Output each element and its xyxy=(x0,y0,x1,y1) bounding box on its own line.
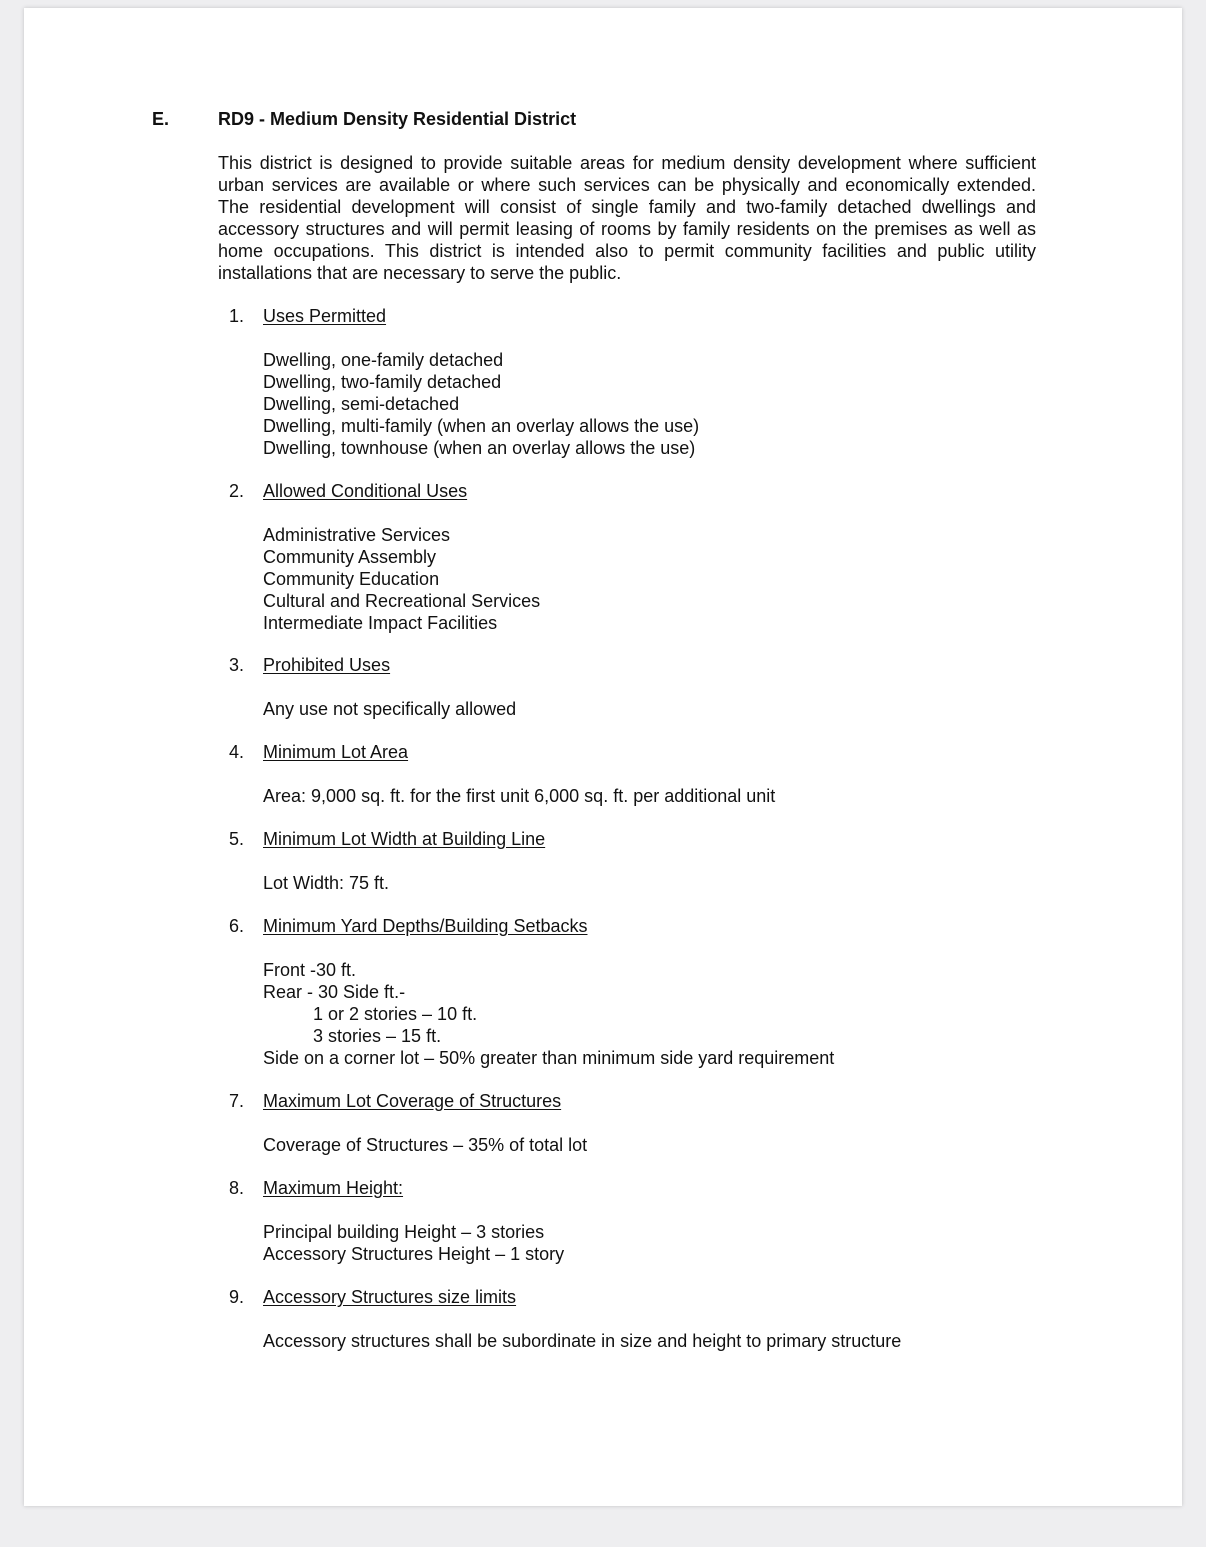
item-heading: Allowed Conditional Uses xyxy=(263,481,468,501)
item-line: Dwelling, multi-family (when an overlay allows the use) xyxy=(263,416,700,436)
item-line: Accessory structures shall be subordinate in size and height to primary structure xyxy=(263,1331,902,1351)
item-body xyxy=(263,1134,587,1156)
item-number: 9. xyxy=(229,1287,245,1307)
item-line: Community Education xyxy=(263,569,440,589)
item-line: Administrative Services xyxy=(263,525,451,545)
section-intro: This district is designed to provide suitable areas for medium density development where sufficient urban services are available or where such services can be physically and economically extended. The residential development will consist of single family and two-family detached dwellings and accessory structures and will permit leasing of rooms by family residents on the premises as well as home occupations. This district is intended also to permit community facilities and public utility installations that are necessary to serve the public. xyxy=(218,153,1036,283)
item-body xyxy=(263,349,699,459)
item-number: 4. xyxy=(229,742,245,762)
item-body xyxy=(263,524,540,634)
item-body xyxy=(263,1221,564,1265)
item-line: Area: 9,000 sq. ft. for the first unit 6,000 sq. ft. per additional unit xyxy=(263,786,776,806)
item-body xyxy=(263,785,775,807)
item-number: 1. xyxy=(229,306,245,326)
item-number: 6. xyxy=(229,916,245,936)
item-number: 5. xyxy=(229,829,245,849)
item-line-indented: 1 or 2 stories – 10 ft. xyxy=(313,1004,478,1024)
item-line: Dwelling, one-family detached xyxy=(263,350,504,370)
section-letter: E. xyxy=(152,109,170,129)
item-number: 8. xyxy=(229,1178,245,1198)
item-number: 2. xyxy=(229,481,245,501)
item-heading: Accessory Structures size limits xyxy=(263,1287,517,1307)
item-heading: Minimum Lot Area xyxy=(263,742,409,762)
item-body xyxy=(263,1330,901,1352)
item-heading: Uses Permitted xyxy=(263,306,387,326)
item-line: Coverage of Structures – 35% of total lot xyxy=(263,1135,588,1155)
item-line-indented: 3 stories – 15 ft. xyxy=(313,1026,442,1046)
item-body xyxy=(263,959,834,1069)
item-line: Accessory Structures Height – 1 story xyxy=(263,1244,565,1264)
item-line: Front -30 ft. xyxy=(263,960,357,980)
item-line: Side on a corner lot – 50% greater than minimum side yard requirement xyxy=(263,1048,835,1068)
section-title: RD9 - Medium Density Residential District xyxy=(218,109,577,129)
item-heading: Prohibited Uses xyxy=(263,655,391,675)
item-line: Intermediate Impact Facilities xyxy=(263,613,498,633)
item-number: 3. xyxy=(229,655,245,675)
item-line: Dwelling, semi-detached xyxy=(263,394,460,414)
item-heading: Minimum Lot Width at Building Line xyxy=(263,829,546,849)
item-line: Cultural and Recreational Services xyxy=(263,591,541,611)
item-line: Dwelling, townhouse (when an overlay allows the use) xyxy=(263,438,696,458)
item-line: Community Assembly xyxy=(263,547,437,567)
item-line: Lot Width: 75 ft. xyxy=(263,873,390,893)
item-number: 7. xyxy=(229,1091,245,1111)
item-line: Principal building Height – 3 stories xyxy=(263,1222,545,1242)
item-body xyxy=(263,872,389,894)
item-line: Any use not specifically allowed xyxy=(263,699,517,719)
item-body xyxy=(263,698,516,720)
item-heading: Maximum Height: xyxy=(263,1178,404,1198)
item-line: Dwelling, two-family detached xyxy=(263,372,502,392)
item-heading: Minimum Yard Depths/Building Setbacks xyxy=(263,916,588,936)
item-line: Rear - 30 Side ft.- xyxy=(263,982,406,1002)
item-heading: Maximum Lot Coverage of Structures xyxy=(263,1091,562,1111)
